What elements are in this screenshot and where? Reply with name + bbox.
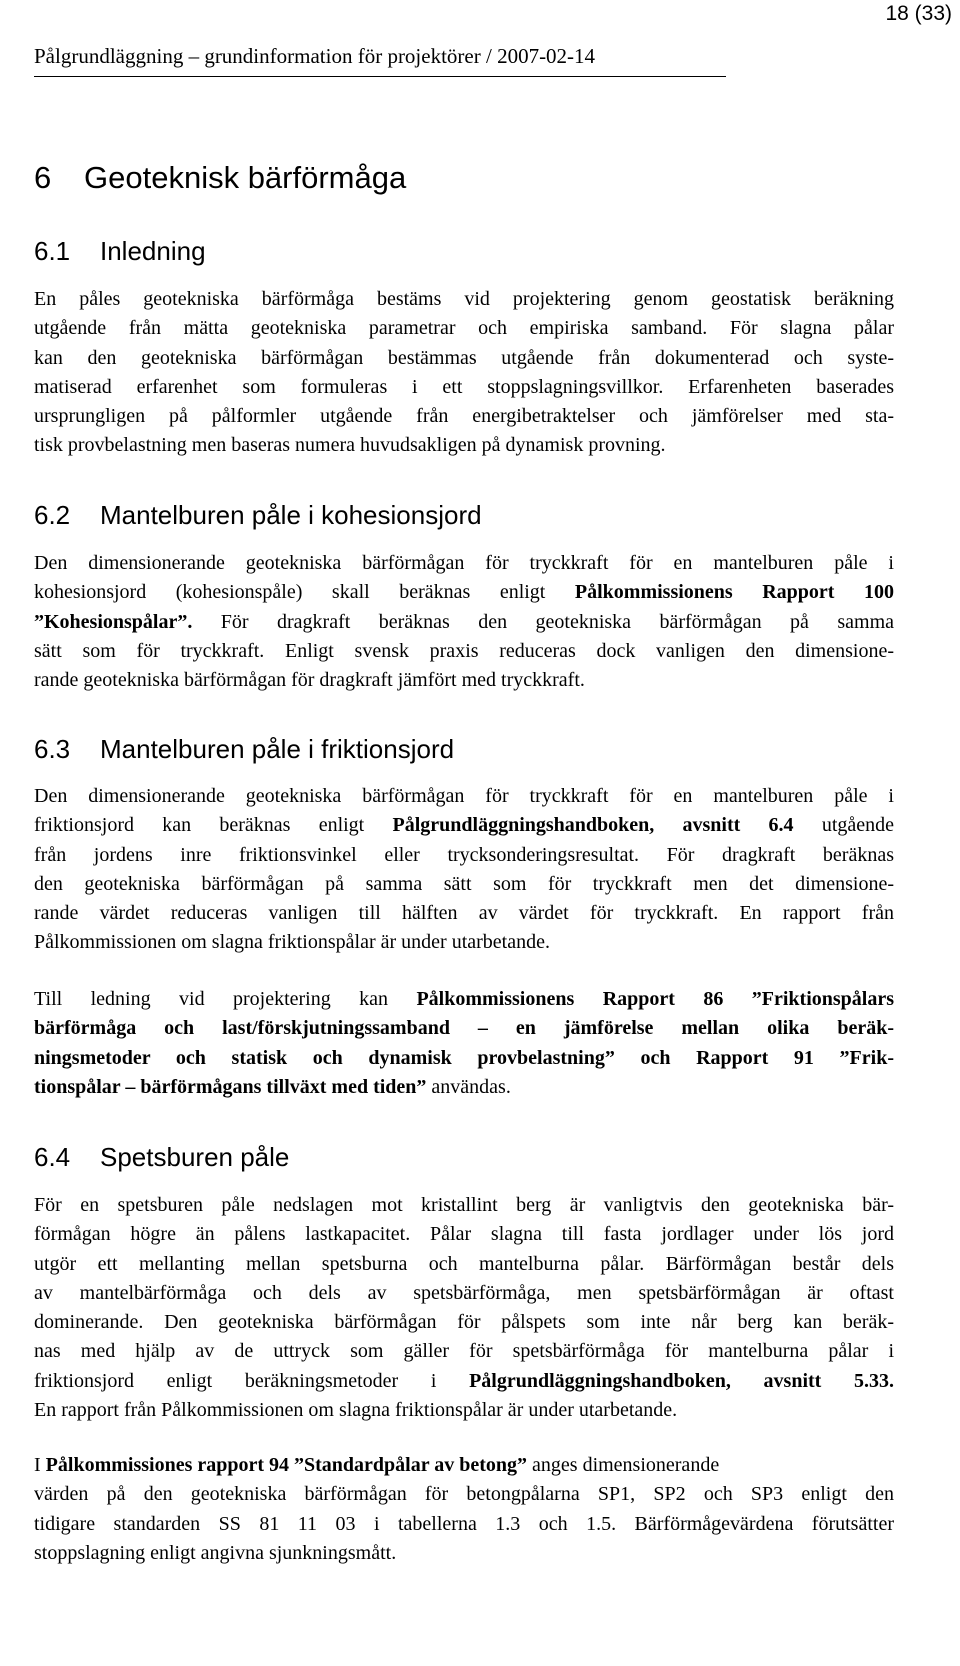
text-line: En rapport från Pålkommissionen om slagna friktionspålar är under utarbetande.: [34, 1399, 678, 1422]
section-title: Mantelburen påle i kohesionsjord: [100, 500, 482, 530]
reference-bold: Pålkommissionens Rapport 100: [574, 581, 894, 604]
text-run: friktionsjord enligt beräkningsmetoder i: [34, 1369, 470, 1392]
text-run: För dragkraft beräknas den geotekniska bärförmågan på samma: [192, 610, 894, 633]
paragraph-6-4-1: [34, 1191, 894, 1425]
reference-bold: tionspålar – bärförmågans tillväxt med tiden”: [34, 1075, 427, 1098]
text-line: förmågan högre än pålens lastkapacitet. Pålar slagna till fasta jordlager under lös jord: [34, 1223, 894, 1246]
paragraph-6-4-2: [34, 1451, 894, 1568]
text-line: ursprungligen på pålformler utgående från energibetraktelser och jämförelser med sta-: [34, 405, 894, 428]
reference-bold: Pålgrundläggningshandboken, avsnitt 5.33.: [469, 1369, 895, 1392]
text-run: anges dimensionerande: [527, 1454, 720, 1476]
text-run: utgående: [793, 814, 894, 837]
section-heading-6-2: [34, 500, 482, 531]
text-line: kan den geotekniska bärförmågan bestämmas utgående från dokumenterad och syste-: [34, 346, 894, 369]
text-line: [34, 1073, 894, 1102]
paragraph-6-3-2: [34, 985, 894, 1102]
text-run: I: [34, 1454, 46, 1476]
text-line: [34, 811, 894, 840]
text-line: av mantelbärförmåga och dels av spetsbärförmåga, men spetsbärförmågan är oftast: [34, 1281, 894, 1304]
text-line: rande geotekniska bärförmågan för dragkraft jämfört med tryckkraft.: [34, 669, 585, 692]
section-number: 6.3: [34, 734, 71, 764]
chapter-title: Geoteknisk bärförmåga: [84, 160, 407, 195]
reference-bold: Pålkommissiones rapport 94 ”Standardpålar av betong”: [45, 1454, 528, 1476]
paragraph-6-3-1: [34, 782, 894, 958]
text-line: [34, 1451, 894, 1480]
header-rule: [34, 76, 726, 77]
text-line: dominerande. Den geotekniska bärförmågan för pålspets som inte når berg kan beräk-: [34, 1311, 894, 1334]
reference-bold: ningsmetoder och statisk och dynamisk provbelastning” och Rapport 91 ”Frik-: [34, 1046, 894, 1069]
text-line: från jordens inre friktionsvinkel eller trycksonderingsresultat. För dragkraft beräknas: [34, 843, 894, 866]
text-line: utgör ett mellanting mellan spetsburna och mantelburna pålar. Bärförmågan består dels: [34, 1252, 894, 1275]
text-line: Pålkommissionen om slagna friktionspålar är under utarbetande.: [34, 931, 550, 954]
reference-bold: bärförmåga och last/förskjutningssamband – en jämförelse mellan olika beräk-: [34, 1017, 894, 1040]
section-heading-6-4: [34, 1142, 289, 1173]
text-run: Till ledning vid projektering kan: [34, 988, 417, 1010]
text-line: [34, 1367, 894, 1396]
text-run: kohesionsjord (kohesionspåle) skall beräknas enligt: [34, 581, 575, 604]
text-line: den geotekniska bärförmågan på samma sätt som för tryckkraft men det dimensione-: [34, 872, 894, 895]
text-line: [34, 1014, 894, 1043]
text-line: [34, 608, 894, 637]
text-line: sätt som för tryckkraft. Enligt svensk praxis reduceras dock vanligen den dimensione-: [34, 639, 894, 662]
section-number: 6.2: [34, 500, 71, 530]
section-heading-6-3: [34, 734, 454, 765]
text-line: nas med hjälp av de uttryck som gäller för spetsbärförmåga för mantelburna pålar i: [34, 1340, 894, 1363]
text-line: utgående från mätta geotekniska parametrar och empiriska samband. För slagna pålar: [34, 317, 894, 340]
section-title: Inledning: [100, 236, 206, 266]
paragraph-6-1: [34, 285, 894, 461]
running-header: Pålgrundläggning – grundinformation för projektörer / 2007-02-14: [34, 44, 596, 68]
page-number: 18 (33): [885, 2, 952, 25]
text-line: rande värdet reduceras vanligen till hälften av värdet för tryckkraft. En rapport från: [34, 902, 894, 925]
text-line: värden på den geotekniska bärförmågan för betongpålarna SP1, SP2 och SP3 enligt den: [34, 1483, 894, 1506]
text-line: Den dimensionerande geotekniska bärförmågan för tryckkraft för en mantelburen påle i: [34, 785, 894, 807]
reference-bold: Pålgrundläggningshandboken, avsnitt 6.4: [392, 814, 794, 837]
section-title: Spetsburen påle: [100, 1142, 290, 1172]
reference-bold: Pålkommissionens Rapport 86 ”Friktionspålars: [416, 988, 894, 1010]
text-line: För en spetsburen påle nedslagen mot kristallint berg är vanligtvis den geotekniska bär-: [34, 1194, 894, 1216]
text-line: tidigare standarden SS 81 11 03 i tabellerna 1.3 och 1.5. Bärförmågevärdena förutsätter: [34, 1512, 894, 1535]
text-line: [34, 578, 894, 607]
section-number: 6.4: [34, 1142, 71, 1172]
chapter-heading: [34, 160, 406, 196]
section-title: Mantelburen påle i friktionsjord: [100, 734, 455, 764]
text-line: En påles geotekniska bärförmåga bestäms vid projektering genom geostatisk beräkning: [34, 288, 894, 310]
chapter-number: 6: [34, 160, 52, 195]
paragraph-6-2: [34, 549, 894, 695]
text-run: användas.: [426, 1075, 511, 1098]
section-heading-6-1: [34, 236, 206, 267]
text-line: stoppslagning enligt angivna sjunkningsmått.: [34, 1541, 397, 1564]
section-number: 6.1: [34, 236, 71, 266]
text-line: [34, 1044, 894, 1073]
text-line: tisk provbelastning men baseras numera huvudsakligen på dynamisk provning.: [34, 434, 666, 457]
reference-bold: ”Kohesionspålar”.: [34, 610, 193, 633]
text-line: Den dimensionerande geotekniska bärförmågan för tryckkraft för en mantelburen påle i: [34, 552, 894, 574]
text-line: [34, 985, 894, 1014]
text-line: matiserad erfarenhet som formuleras i ett stoppslagningsvillkor. Erfarenheten baserades: [34, 375, 894, 398]
text-run: friktionsjord kan beräknas enligt: [34, 814, 393, 837]
